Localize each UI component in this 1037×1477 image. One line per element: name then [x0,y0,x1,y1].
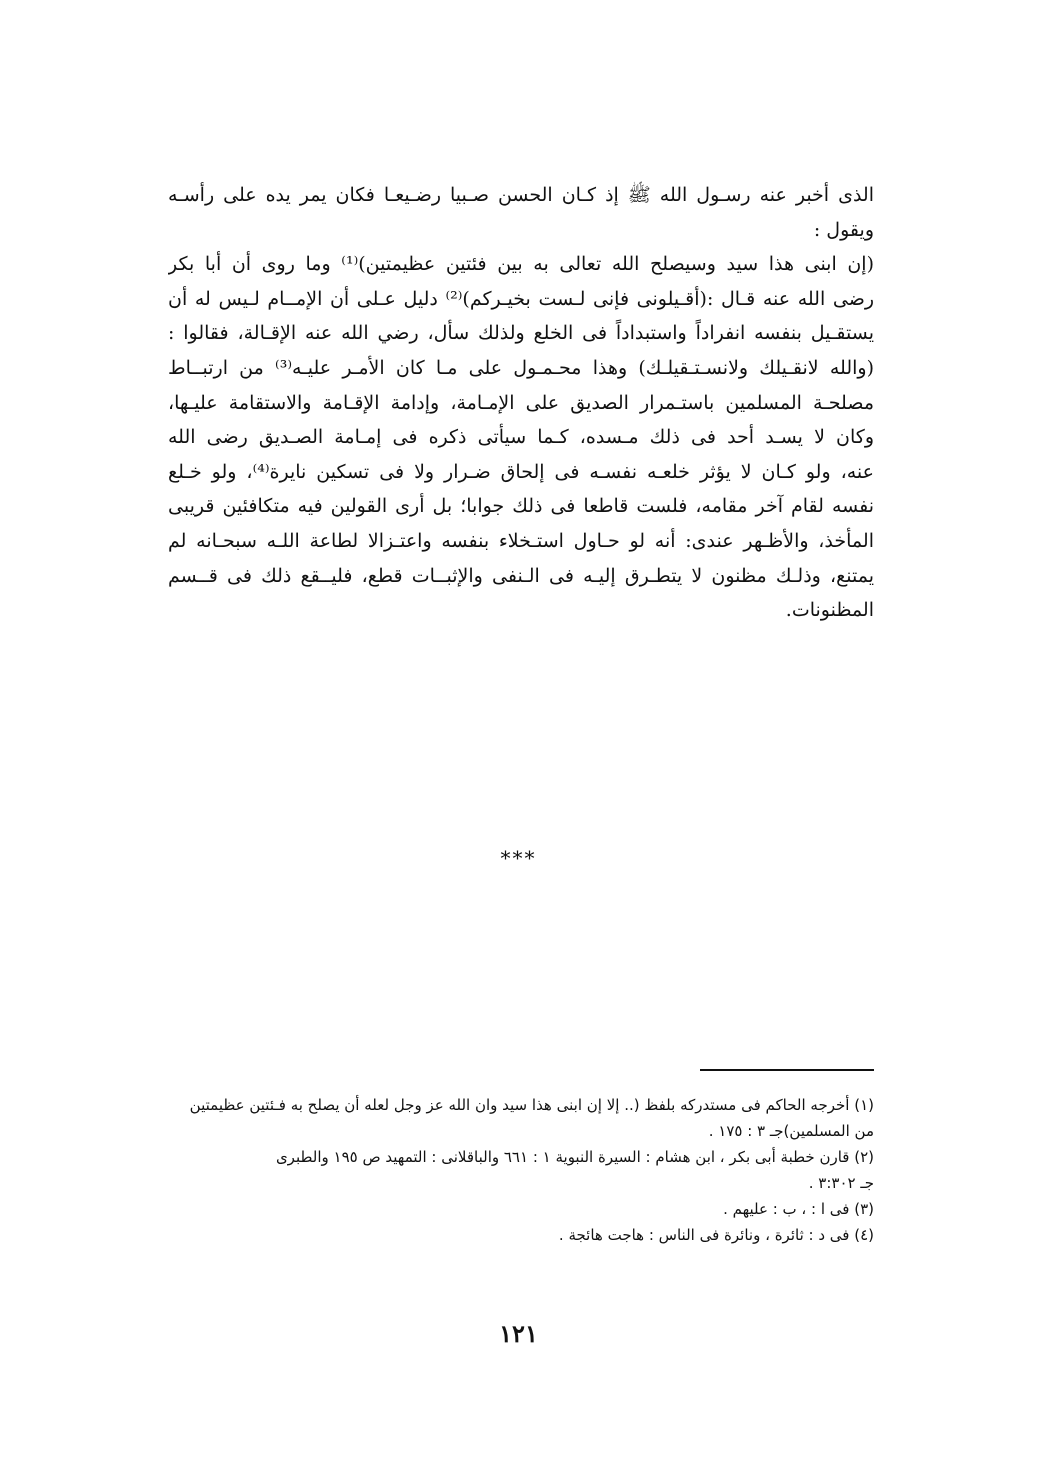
footnotes [168,1092,874,1248]
body-line: المأخذ، والأظـهر عندى: أنه لو حـاول استـخلاء بنفسه واعتـزالا لطاعة اللـه سبحـانه لم [168,529,874,552]
body-line: الذى أخبر عنه رسـول الله ﷺ إذ كـان الحسن صـبيا رضـيعـا فكان يمر يده على رأسـه [168,184,874,206]
body-line: يستقـيل بنفسه انفراداً واستبداداً فى الخلع ولذلك سأل، رضي الله عنه الإقـالة، فقالوا : [168,322,874,345]
body-line: (إن ابنى هذا سيد وسيصلح الله تعالى به بين فئتين عظيمتين)⁽¹⁾ وما روى أن أبا بكر [168,253,874,276]
body-line: نفسه لقام آخر مقامه، فلست قاطعا فى ذلك جوابا؛ بل أرى القولين فيه متكافئين قريبى [168,495,874,518]
footnote-rule [700,1069,874,1071]
section-separator: *** [500,846,537,870]
page-number: ١٢١ [499,1319,538,1348]
footnote-2-continued: جـ ٣:٣٠٢ . [808,1174,874,1192]
footnote-1: (١) أخرجه الحاكم فى مستدركه بلفظ (.. إلا إن ابنى هذا سيد وان الله عز وجل لعله أن يصلح به فـئتين عظيمتين [189,1096,874,1114]
body-line: وكان لا يسـد أحد فى ذلك مـسده، كـما سيأتى ذكره فى إمـامة الصـديق رضى الله [168,426,874,449]
footnote-3: (٣) فى ا : ، ب : عليهم . [723,1200,874,1218]
body-line: (والله لانقـيلك ولانسـتـقيلـك) وهذا محـمـول على مـا كان الأمـر عليـه⁽³⁾ من ارتبــاط [168,356,874,379]
body-text [168,178,874,628]
body-line: رضى الله عنه قـال :(أقـيلونى فإنى لـست بخيـركم)⁽²⁾ دليل عـلى أن الإمــام لـيس له أن [168,287,874,310]
body-line: عنه، ولو كـان لا يؤثر خلعـه نفسـه فى إلحاق ضـرار ولا فى تسكين نايرة⁽⁴⁾، ولو خـلع [168,460,874,483]
body-line: مصلحـة المسلمين باستـمرار الصديق على الإمـامة، وإدامة الإقـامة والاستقامة عليـها، [168,391,874,414]
body-line: ويقول : [813,218,874,241]
body-line: المظنونات. [785,599,874,622]
footnote-2: (٢) قارن خطبة أبى بكر ، ابن هشام : السيرة النبوية ١ : ٦٦١ والباقلانى : التمهيد ص ١٩٥ والطبرى [275,1148,874,1166]
body-line: يمتنع، وذلـك مظنون لا يتطـرق إليـه فى الـنفى والإثبــات قطع، فليــقع ذلك فى قــسم [168,564,874,587]
footnote-1-continued: من المسلمين)جـ ٣ : ١٧٥ . [708,1122,874,1140]
footnote-4: (٤) فى د : ثائرة ، ونائرة فى الناس : هاجت هائجة . [558,1226,874,1244]
